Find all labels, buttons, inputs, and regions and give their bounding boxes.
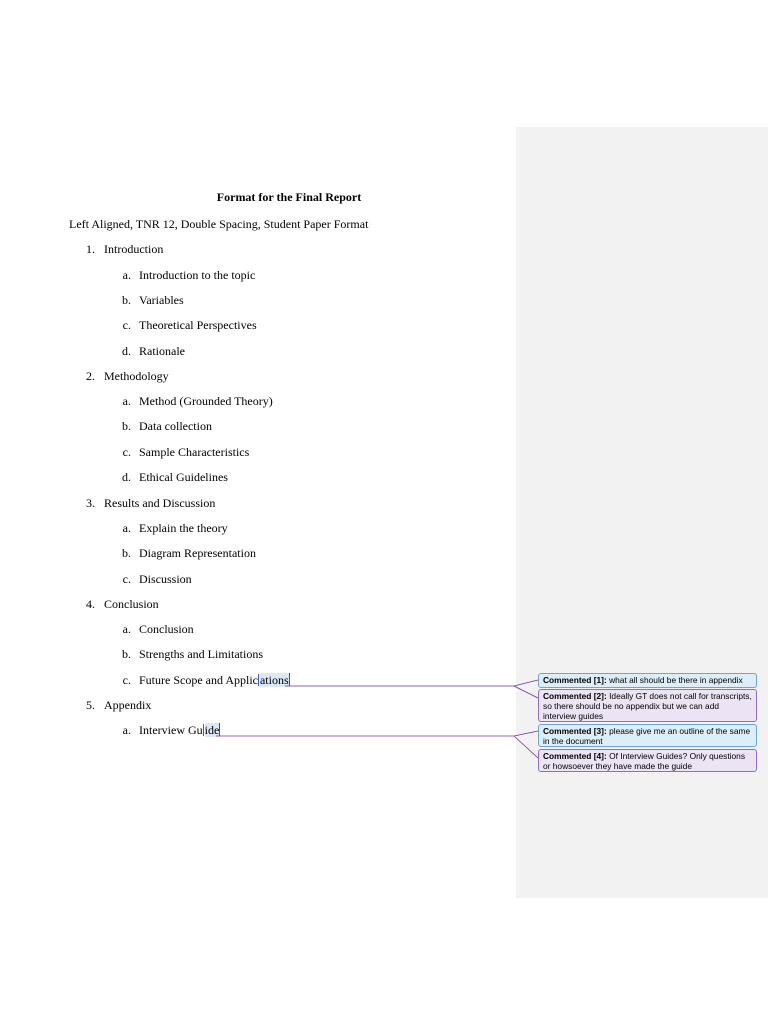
comment-text: please give me an outline of the same in the document <box>543 726 751 746</box>
section-label: Methodology <box>104 369 169 383</box>
connector-line-3 <box>216 731 538 736</box>
section-number: 3. <box>86 496 95 510</box>
item-letter: b. <box>122 293 131 307</box>
item-label: Future Scope and Applic <box>139 673 258 687</box>
item-letter: a. <box>122 521 131 535</box>
item-letter: d. <box>122 344 131 358</box>
item-letter: b. <box>122 546 131 560</box>
commented-text[interactable]: ide <box>204 723 220 737</box>
comment-text: Ideally GT does not call for transcripts, so there should be no appendix but we can add interview guides <box>543 691 752 721</box>
item-letter: c. <box>122 673 131 687</box>
item-letter: b. <box>122 419 131 433</box>
comment-text: what all should be there in appendix <box>609 675 743 685</box>
item-label: Interview Gu <box>139 723 203 737</box>
item-label: Variables <box>139 293 184 307</box>
connector-line-2 <box>514 686 538 698</box>
document-subtitle: Left Aligned, TNR 12, Double Spacing, Student Paper Format <box>69 217 369 231</box>
item-label: Ethical Guidelines <box>139 470 228 484</box>
comment-balloon-4[interactable] <box>538 749 757 772</box>
item-label: Diagram Representation <box>139 546 256 560</box>
item-letter: a. <box>122 394 131 408</box>
connector-line-1 <box>285 680 538 686</box>
commented-text[interactable]: ations <box>259 673 289 687</box>
item-letter: c. <box>122 572 131 586</box>
section-label: Appendix <box>104 698 152 712</box>
item-label: Discussion <box>139 572 192 586</box>
comment-text: Of Interview Guides? Only questions or howsoever they have made the guide <box>543 751 746 771</box>
item-letter: a. <box>122 268 131 282</box>
item-label: Theoretical Perspectives <box>139 318 257 332</box>
item-letter: b. <box>122 647 131 661</box>
item-label: Method (Grounded Theory) <box>139 394 273 408</box>
comment-label: Commented [3]: <box>543 726 607 736</box>
item-label: Conclusion <box>139 622 194 636</box>
section-number: 2. <box>86 369 95 383</box>
item-letter: a. <box>122 723 131 737</box>
item-label: Introduction to the topic <box>139 268 256 282</box>
section-label: Conclusion <box>104 597 159 611</box>
item-label: Explain the theory <box>139 521 228 535</box>
comment-balloon-1[interactable] <box>538 673 757 688</box>
item-label: Rationale <box>139 344 185 358</box>
section-label: Introduction <box>104 242 164 256</box>
comment-balloon-3[interactable] <box>538 724 757 747</box>
item-letter: a. <box>122 622 131 636</box>
comment-balloon-2[interactable] <box>538 689 757 722</box>
item-label: Sample Characteristics <box>139 445 250 459</box>
item-letter: c. <box>122 445 131 459</box>
connector-line-4 <box>514 736 538 758</box>
section-number: 5. <box>86 698 95 712</box>
section-number: 1. <box>86 242 95 256</box>
item-letter: d. <box>122 470 131 484</box>
section-number: 4. <box>86 597 95 611</box>
item-label: Data collection <box>139 419 212 433</box>
document-title: Format for the Final Report <box>216 190 362 204</box>
item-letter: c. <box>122 318 131 332</box>
item-label: Strengths and Limitations <box>139 647 263 661</box>
comment-label: Commented [2]: <box>543 691 607 701</box>
section-label: Results and Discussion <box>104 496 216 510</box>
comment-label: Commented [1]: <box>543 675 607 685</box>
comment-label: Commented [4]: <box>543 751 607 761</box>
